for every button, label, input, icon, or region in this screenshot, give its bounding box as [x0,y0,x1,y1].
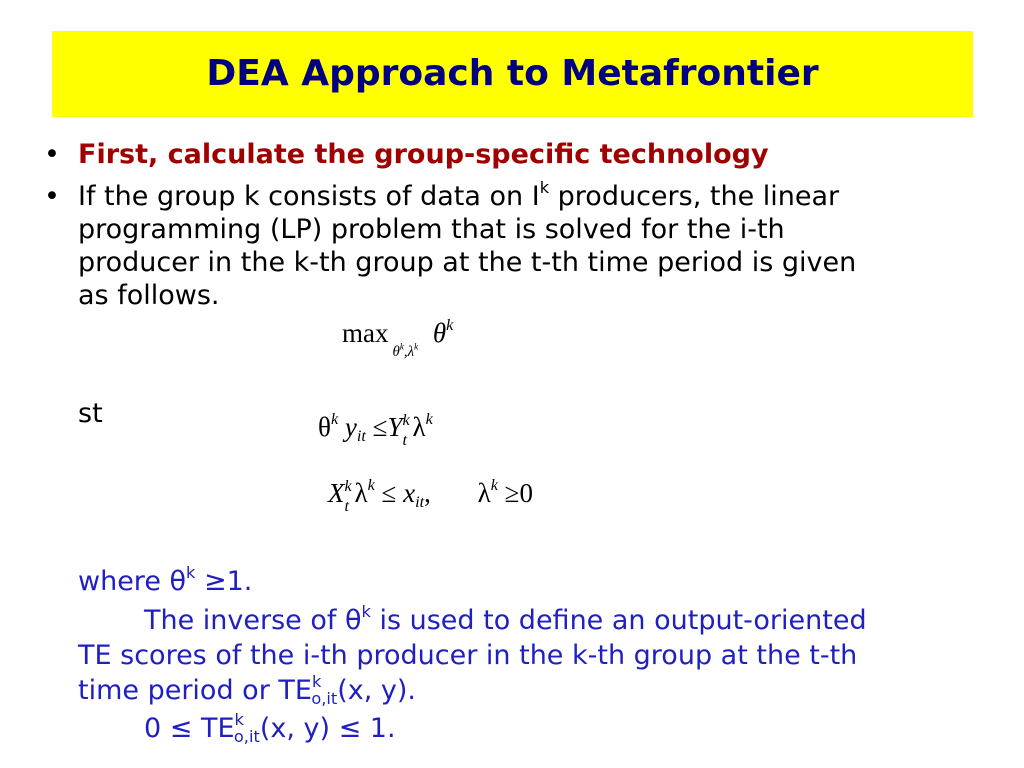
constraint-1: $\theta^k$ $y_{it} \le Y$ k t $\lambda^k$ [318,409,433,449]
bullet-marker-2: • [44,181,60,212]
inverse-line-1: The inverse of $\theta^k$ is used to define an output-oriented [144,601,867,636]
st-label: st [78,398,103,429]
title-banner [52,31,973,117]
bullet-text-2: If the group k consists of data on $I^k$ producers, the linear programming (LP) problem that is solved for the i-th producer in the k-th group at the t-th time period is given as follows. [78,177,857,311]
constraint-2: X k t $\lambda^k \le x_{it}$, $\lambda^k \ge 0$ [328,475,533,515]
slide-title: DEA Approach to Metafrontier [206,53,819,94]
inverse-line-3: time period or $TE^k_{o,it}(x$, y). [78,671,416,708]
bound-line: $0 \le TE^k_{o,it}(x$, y) ≤ 1. [144,709,396,746]
bullet-text-1: First, calculate the group-specific technology [78,139,769,170]
bullet-marker-1: • [44,139,60,170]
objective-equation: $\max_{\theta^k,\lambda^k} \theta^k$ [342,315,454,360]
inverse-line-2: TE scores of the i-th producer in the k-th group at the t-th [78,640,858,671]
where-line: where $\theta^k \ge 1$. [78,562,253,597]
